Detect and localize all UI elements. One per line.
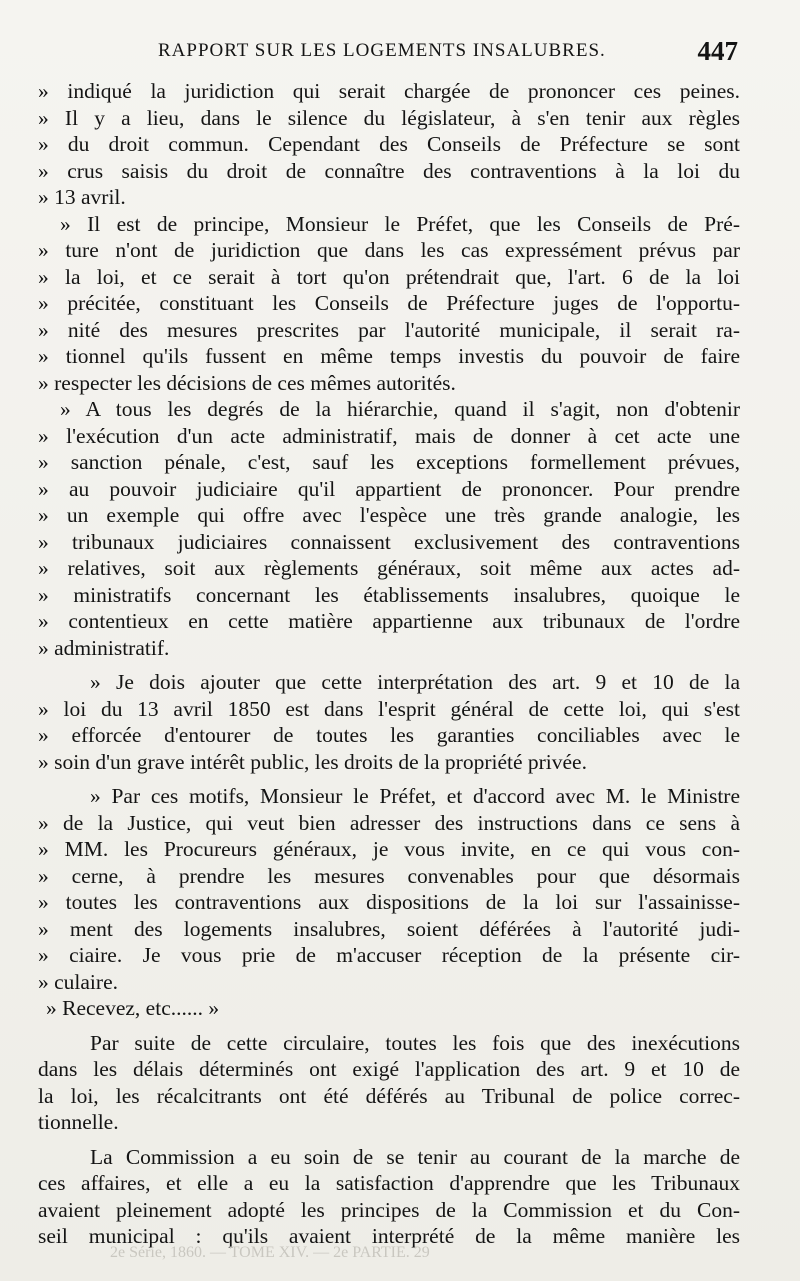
text-line: » la loi, et ce serait à tort qu'on prétendrait que, l'art. 6 de la loi (38, 264, 740, 289)
page-number: 447 (697, 36, 738, 66)
paragraph-gap (38, 1022, 740, 1030)
text-line: » un exemple qui offre avec l'espèce une très grande analogie, les (38, 503, 740, 527)
text-line: » Par ces motifs, Monsieur le Préfet, et d'accord avec M. le Ministre (90, 784, 740, 808)
paragraph-gap (38, 775, 740, 783)
text-line: » précitée, constituant les Conseils de Préfecture juges de l'opportu- (38, 291, 740, 315)
text-line: » relatives, soit aux règlements généraux, soit même aux actes ad- (38, 556, 740, 580)
text-line: tionnelle. (38, 1110, 119, 1134)
text-line: » ture n'ont de juridiction que dans les cas expressément prévus par (38, 238, 740, 262)
text-line: » tionnel qu'ils fussent en même temps investis du pouvoir de faire (38, 344, 740, 368)
text-line: » Je dois ajouter que cette interprétation des art. 9 et 10 de la (90, 670, 740, 694)
text-line: » administratif. (38, 635, 170, 660)
text-line: » MM. les Procureurs généraux, je vous invite, en ce qui vous con- (38, 837, 740, 861)
text-line: » toutes les contraventions aux dispositions de la loi sur l'assainisse- (38, 890, 740, 914)
text-line: La Commission a eu soin de se tenir au courant de la marche de (90, 1144, 740, 1169)
text-line: avaient pleinement adopté les principes de la Commission et du Con- (38, 1197, 740, 1222)
text-line: seil municipal : qu'ils avaient interprété de la même manière les (38, 1224, 740, 1248)
text-line: la loi, les récalcitrants ont été déférés au Tribunal de police correc- (38, 1083, 740, 1108)
text-line: ces affaires, et elle a eu la satisfaction d'apprendre que les Tribunaux (38, 1171, 740, 1195)
paragraph-gap (38, 661, 740, 669)
text-line: » 13 avril. (38, 185, 126, 209)
text-line: » ciaire. Je vous prie de m'accuser réception de la présente cir- (38, 943, 740, 967)
text-line: » nité des mesures prescrites par l'autorité municipale, il serait ra- (38, 317, 740, 342)
text-line: » ment des logements insalubres, soient déférées à l'autorité judi- (38, 916, 740, 941)
running-title: RAPPORT SUR LES LOGEMENTS INSALUBRES. (158, 40, 606, 61)
text-line: Par suite de cette circulaire, toutes les fois que des inexécutions (90, 1030, 740, 1055)
text-line: » Il est de principe, Monsieur le Préfet, que les Conseils de Pré- (60, 211, 740, 236)
text-line: » respecter les décisions de ces mêmes autorités. (38, 370, 456, 395)
text-line: » tribunaux judiciaires connaissent exclusivement des contraventions (38, 529, 740, 554)
text-line: » au pouvoir judiciaire qu'il appartient de prononcer. Pour prendre (38, 476, 740, 501)
text-line: » Recevez, etc...... » (46, 996, 220, 1020)
text-line: » de la Justice, qui veut bien adresser des instructions dans ce sens à (38, 810, 740, 835)
text-line: » crus saisis du droit de connaître des contraventions à la loi du (38, 158, 740, 183)
text-line: dans les délais déterminés ont exigé l'application des art. 9 et 10 de (38, 1057, 740, 1081)
text-line: » l'exécution d'un acte administratif, mais de donner à cet acte une (38, 423, 740, 448)
text-line: » soin d'un grave intérêt public, les droits de la propriété privée. (38, 749, 587, 774)
body-text (38, 78, 740, 1250)
text-line: » du droit commun. Cependant des Conseils de Préfecture se sont (38, 132, 740, 156)
paragraph-gap (38, 1136, 740, 1144)
page-header (0, 36, 800, 72)
text-line: » Il y a lieu, dans le silence du législateur, à s'en tenir aux règles (38, 105, 740, 130)
text-line: » contentieux en cette matière appartienne aux tribunaux de l'ordre (38, 609, 740, 633)
text-line: » A tous les degrés de la hiérarchie, quand il s'agit, non d'obtenir (60, 397, 740, 421)
text-line: » cerne, à prendre les mesures convenables pour que désormais (38, 863, 740, 888)
text-line: » ministratifs concernant les établissements insalubres, quoique le (38, 582, 740, 607)
text-line: » indiqué la juridiction qui serait chargée de prononcer ces peines. (38, 79, 740, 103)
page-footer: 2e Série, 1860. — TOME XIV. — 2e PARTIE. 29 (110, 1244, 430, 1261)
text-line: » efforcée d'entourer de toutes les garanties conciliables avec le (38, 723, 740, 747)
text-line: » culaire. (38, 969, 118, 994)
text-line: » loi du 13 avril 1850 est dans l'esprit général de cette loi, qui s'est (38, 696, 740, 721)
text-line: » sanction pénale, c'est, sauf les exceptions formellement prévues, (38, 450, 740, 474)
